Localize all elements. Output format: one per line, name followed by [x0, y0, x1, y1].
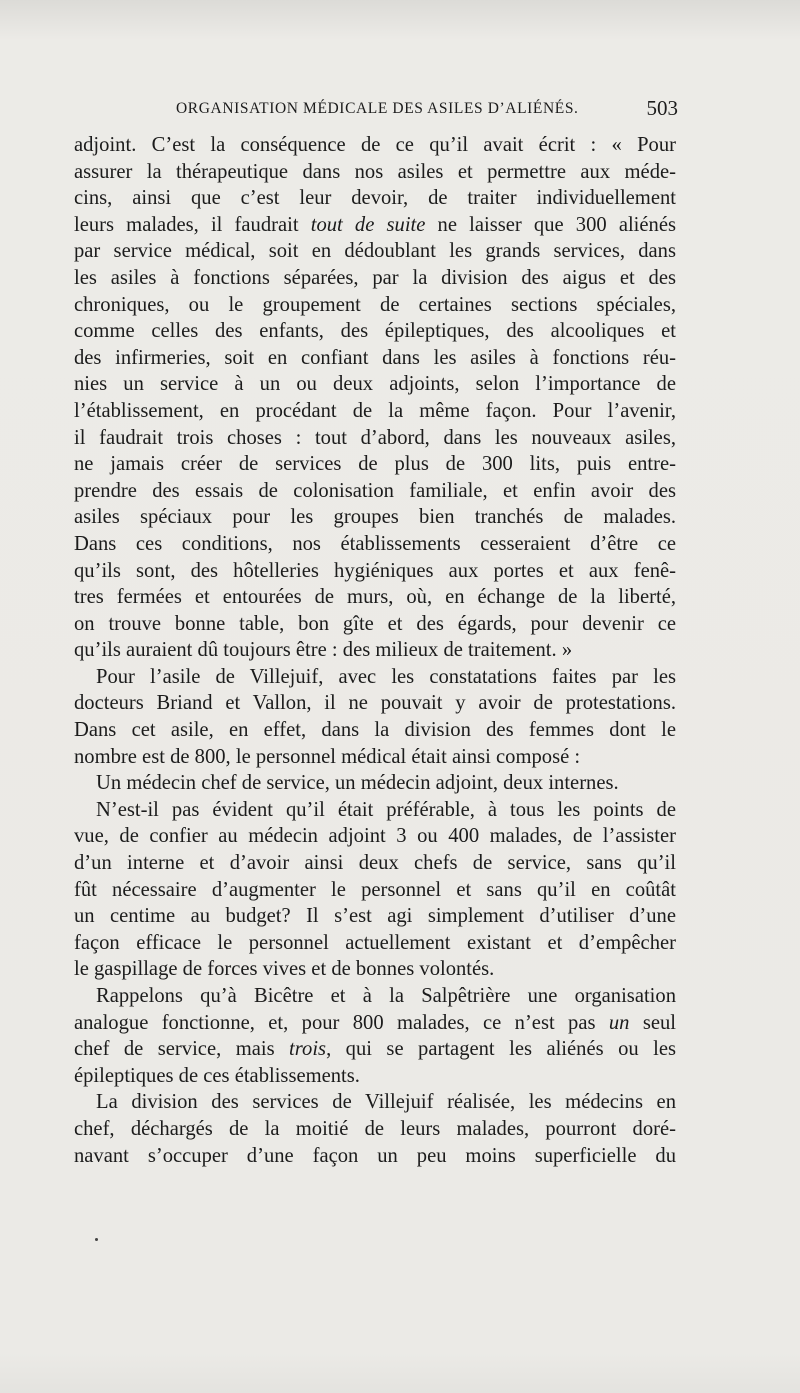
text-run: tres fermées et entourées de murs, où, en échange de la liberté,	[74, 586, 676, 609]
text-run: chef de service, mais	[74, 1038, 290, 1061]
italic-text: tout de suite	[310, 213, 426, 236]
text-run: nies un service à un ou deux adjoints, selon l’importance de	[74, 373, 676, 396]
text-line	[74, 451, 676, 478]
text-run: ne laisser que 300 aliénés	[425, 213, 676, 236]
text-line	[74, 238, 676, 265]
text-run: assurer la thérapeutique dans nos asiles et permettre aux méde-	[74, 160, 676, 183]
text-run: cins, ainsi que c’est leur devoir, de traiter individuellement	[74, 187, 676, 210]
text-line	[74, 1010, 676, 1037]
text-run: épileptiques de ces établissements.	[74, 1064, 360, 1087]
text-run: chef, déchargés de la moitié de leurs malades, pourront doré-	[74, 1117, 676, 1140]
text-run: le gaspillage de forces vives et de bonnes volontés.	[74, 958, 495, 981]
text-run: Rappelons qu’à Bicêtre et à la Salpêtrière une organisation	[96, 985, 676, 1007]
text-line	[74, 1063, 676, 1090]
text-run: l’établissement, en procédant de la même façon. Pour l’avenir,	[74, 399, 676, 422]
text-run: asiles spéciaux pour les groupes bien tranchés de malades.	[74, 506, 676, 529]
print-speck	[95, 1238, 98, 1241]
text-run: Dans cet asile, en effet, dans la division des femmes dont le	[74, 719, 676, 742]
text-line	[74, 212, 676, 239]
text-line	[74, 185, 676, 212]
text-line	[74, 292, 676, 319]
text-line	[74, 637, 676, 664]
text-line	[74, 823, 676, 850]
text-run: Pour l’asile de Villejuif, avec les constatations faites par les	[96, 665, 676, 688]
text-run: , qui se partagent les aliénés ou les	[326, 1038, 676, 1061]
text-line	[74, 504, 676, 531]
italic-text: trois	[289, 1038, 327, 1061]
text-run: analogue fonctionne, et, pour 800 malades, ce n’est pas	[74, 1011, 609, 1034]
text-line	[74, 531, 676, 558]
running-title: ORGANISATION MÉDICALE DES ASILES D’ALIÉNÉS.	[176, 100, 579, 117]
body-text	[74, 132, 676, 1169]
text-line	[74, 558, 676, 585]
text-line	[74, 1089, 676, 1116]
text-line	[74, 983, 676, 1010]
text-line	[74, 584, 676, 611]
text-line	[74, 717, 676, 744]
text-line	[74, 1036, 676, 1063]
page-header	[176, 96, 678, 124]
text-line	[74, 797, 676, 824]
text-run: on trouve bonne table, bon gîte et des égards, pour devenir ce	[74, 612, 676, 635]
text-run: par service médical, soit en dédoublant les grands services, dans	[74, 240, 676, 263]
text-line	[74, 398, 676, 425]
text-run: qu’ils auraient dû toujours être : des milieux de traitement. »	[74, 639, 573, 662]
text-line	[74, 956, 676, 983]
text-run: des infirmeries, soit en confiant dans les asiles à fonctions réu-	[74, 346, 676, 369]
text-run: les asiles à fonctions séparées, par la division des aigus et des	[74, 266, 676, 289]
text-run: nombre est de 800, le personnel médical était ainsi composé :	[74, 745, 581, 768]
page-number: 503	[646, 96, 678, 120]
text-line	[74, 690, 676, 717]
text-run: ne jamais créer de services de plus de 300 lits, puis entre-	[74, 453, 676, 476]
text-line	[74, 1116, 676, 1143]
text-run: chroniques, ou le groupement de certaines sections spéciales,	[74, 293, 676, 316]
text-line	[74, 611, 676, 638]
text-run: docteurs Briand et Vallon, il ne pouvait y avoir de protestations.	[74, 692, 676, 715]
text-line	[74, 345, 676, 372]
text-line	[74, 930, 676, 957]
text-line	[74, 132, 676, 159]
text-run: navant s’occuper d’une façon un peu moins superficielle du	[74, 1144, 676, 1167]
text-run: fût nécessaire d’augmenter le personnel et sans qu’il en coûtât	[74, 878, 676, 901]
text-run: façon efficace le personnel actuellement existant et d’empêcher	[74, 931, 676, 954]
text-run: un centime au budget? Il s’est agi simplement d’utiliser d’une	[74, 905, 676, 928]
text-run: La division des services de Villejuif réalisée, les médecins en	[96, 1091, 676, 1114]
text-line	[74, 478, 676, 505]
text-run: il faudrait trois choses : tout d’abord, dans les nouveaux asiles,	[74, 426, 676, 449]
text-run: seul	[629, 1011, 676, 1034]
text-run: vue, de confier au médecin adjoint 3 ou 400 malades, de l’assister	[74, 825, 676, 848]
text-line	[74, 903, 676, 930]
text-line	[74, 770, 676, 797]
text-line	[74, 425, 676, 452]
text-run: qu’ils sont, des hôtelleries hygiéniques aux portes et aux fenê-	[74, 559, 676, 582]
text-run: comme celles des enfants, des épileptiques, des alcooliques et	[74, 320, 676, 343]
text-line	[74, 159, 676, 186]
text-line	[74, 265, 676, 292]
text-run: Un médecin chef de service, un médecin adjoint, deux internes.	[96, 772, 619, 795]
text-line	[74, 850, 676, 877]
text-run: d’un interne et d’avoir ainsi deux chefs de service, sans qu’il	[74, 852, 676, 875]
text-line	[74, 371, 676, 398]
italic-text: un	[608, 1011, 630, 1034]
text-line	[74, 877, 676, 904]
text-line	[74, 664, 676, 691]
text-run: Dans ces conditions, nos établissements cesseraient d’être ce	[74, 532, 676, 555]
text-run: prendre des essais de colonisation familiale, et enfin avoir des	[74, 479, 676, 502]
text-line	[74, 744, 676, 771]
text-line	[74, 318, 676, 345]
text-run: leurs malades, il faudrait	[74, 213, 311, 236]
text-line	[74, 1143, 676, 1170]
text-run: N’est-il pas évident qu’il était préférable, à tous les points de	[96, 798, 676, 821]
text-run: adjoint. C’est la conséquence de ce qu’il avait écrit : « Pour	[74, 134, 676, 156]
